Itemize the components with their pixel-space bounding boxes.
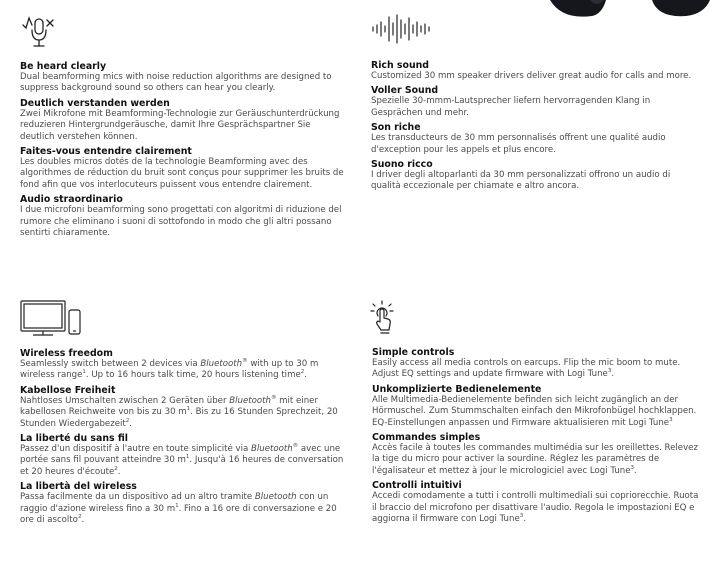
sound-section (371, 60, 701, 196)
feature-description (372, 395, 702, 429)
footnote-ref: 1 (175, 502, 179, 509)
feature-heading: Unkomplizierte Bedienelemente (372, 383, 542, 395)
body-text: con un raggio d'azione wireless fino a 30 m (20, 492, 329, 514)
feature-heading: Rich sound (371, 60, 430, 71)
feature-heading: Wireless freedom (20, 348, 113, 359)
body-text: . (129, 418, 132, 429)
body-text: Passez d'un dispositif à l'autre en toute simplicité via (20, 444, 251, 455)
feature-description (20, 157, 345, 191)
footnote-ref: 2 (114, 465, 118, 472)
feature-heading: Kabellose Freiheit (20, 384, 116, 396)
body-text: . Bis zu 16 Stunden Sprechzeit, 20 Stunden Wiedergabezeit (20, 407, 338, 429)
feature-description (372, 491, 702, 525)
body-text: Spezielle 30-mmm-Lautsprecher liefern hervorragenden Klang in Gesprächen und mehr. (371, 96, 651, 118)
body-text: Zwei Mikrofone mit Beamforming-Technologie zur Geräuschunterdrückung reduzieren Hintergrundgeräusche, damit Ihre Gesprächspartner Sie deutlich verstehen können. (20, 108, 340, 142)
headset-product-image (540, 0, 720, 22)
feature-description (20, 205, 345, 239)
footnote-ref: 1 (82, 369, 86, 376)
body-text: . (523, 514, 526, 525)
body-text: mit einer kabellosen Reichweite von bis zu 30 m (20, 395, 318, 418)
body-text: . (81, 515, 85, 526)
body-text: . Jusqu'à 16 heures de conversation et 20 heures d'écoute (20, 455, 344, 477)
monitor-phone-icon (20, 300, 82, 340)
body-text: . Fino a 16 ore di conversazione e 20 ore di ascolto (20, 503, 337, 526)
footnote-ref: 2 (300, 369, 305, 376)
feature-heading: Voller Sound (371, 85, 439, 97)
body-text: Les transducteurs de 30 mm personnalisés offrent une qualité audio d'exception pour les appels et plus encore. (371, 133, 666, 155)
feature-heading: Faites-vous entendre clairement (20, 146, 192, 158)
registered-mark: ® (292, 443, 299, 450)
feature-heading: Commandes simples (372, 432, 481, 444)
feature-description (371, 133, 701, 156)
body-text: . (304, 370, 307, 381)
footnote-ref: 3 (630, 464, 635, 471)
body-text: Dual beamforming mics with noise reduction algorithms are designed to suppress background sound so others can hear you clearly. (20, 72, 332, 94)
footnote-ref: 3 (607, 368, 612, 375)
body-text: I driver degli altoparlanti da 30 mm personalizzati offrono un audio di qualità eccezionale per chiamate e altro ancora. (371, 170, 671, 192)
feature-heading: La liberté du sans fil (20, 433, 129, 445)
body-text: Nahtloses Umschalten zwischen 2 Geräten über (20, 395, 230, 406)
body-text: . (634, 465, 637, 476)
body-text: Accès facile à toutes les commandes multimédia sur les oreillettes. Relevez la tige du micro pour activer la sourdine. Réglez les paramètres de l'égalisateur et mettez à jour le micrologiciel avec Logi Tune (372, 443, 698, 476)
feature-description (20, 109, 345, 143)
feature-description (20, 72, 345, 95)
bluetooth-term: Bluetooth (229, 395, 271, 406)
registered-mark: ® (270, 394, 277, 401)
feature-heading: Controlli intuitivi (372, 480, 462, 492)
footnote-ref: 2 (77, 514, 82, 521)
body-text: Seamlessly switch between 2 devices via (20, 359, 201, 369)
footnote-ref: 1 (185, 454, 190, 461)
body-text: . (117, 466, 121, 477)
feature-description (372, 443, 702, 477)
feature-description (20, 492, 345, 526)
footnote-ref: 3 (519, 513, 524, 520)
footnote-ref: 3 (669, 416, 673, 423)
feature-description (20, 396, 345, 430)
feature-heading: Be heard clearly (20, 61, 107, 72)
registered-mark: ® (242, 358, 248, 365)
controls-section (372, 347, 702, 528)
body-text: I due microfoni beamforming sono progettati con algoritmi di riduzione del rumore che eliminano i suoni di sottofondo in modo che gli altri possano sentirti chiaramente. (20, 205, 342, 239)
body-text: Easily access all media controls on earcups. Flip the mic boom to mute. Adjust EQ settings and update firmware with Logi Tune (372, 358, 681, 380)
footnote-ref: 1 (186, 406, 191, 413)
body-text: Passa facilmente da un dispositivo ad un altro tramite (20, 492, 255, 503)
body-text: avec une portée sans fil pouvant atteindre 30 m (20, 444, 341, 466)
bluetooth-term: Bluetooth (200, 359, 243, 369)
mic-section (20, 61, 345, 242)
bluetooth-term: Bluetooth (250, 444, 293, 455)
body-text: . (611, 369, 615, 380)
body-text: Accedi comodamente a tutti i controlli multimediali sui copriorecchie. Ruota il braccio del microfono per disattivare l'audio. Regola le impostazioni EQ e aggiorna il firmware con Logi Tune (372, 491, 699, 525)
body-text: Les doubles micros dotés de la technologie Beamforming avec des algorithmes de réduction du bruit sont conçus pour supprimer les bruits de fond afin que vos interlocuteurs puissent vous entendre clairement. (20, 157, 344, 190)
feature-heading: Audio straordinario (20, 194, 123, 206)
feature-description (372, 358, 702, 381)
body-text: Alle Multimedia-Bedienelemente befinden sich leicht zugänglich an der Hörmuschel. Zum Stummschalten einfach den Mikrofonbügel hochklappen. EQ-Einstellungen anpassen und Firmware aktualisieren mit Logi Tune (372, 394, 697, 428)
touch-control-icon (370, 300, 394, 336)
feature-heading: Simple controls (372, 347, 455, 358)
feature-description (20, 444, 345, 478)
feature-description (20, 359, 345, 382)
microphone-noise-icon (20, 13, 58, 49)
footnote-ref: 2 (125, 417, 130, 424)
feature-description (371, 170, 701, 193)
feature-heading: Suono ricco (371, 159, 433, 171)
feature-heading: Deutlich verstanden werden (20, 97, 170, 109)
feature-description (371, 96, 701, 119)
body-text: . Up to 16 hours talk time, 20 hours listening time (85, 370, 301, 381)
bluetooth-term: Bluetooth (254, 492, 297, 503)
body-text: with up to 30 m wireless range (20, 359, 319, 381)
body-text: Customized 30 mm speaker drivers deliver great audio for calls and more. (371, 71, 692, 81)
sound-wave-icon (371, 14, 433, 44)
feature-heading: Son riche (371, 122, 421, 134)
feature-description (371, 71, 701, 82)
feature-heading: La libertà del wireless (20, 481, 137, 493)
wireless-section (20, 348, 345, 529)
